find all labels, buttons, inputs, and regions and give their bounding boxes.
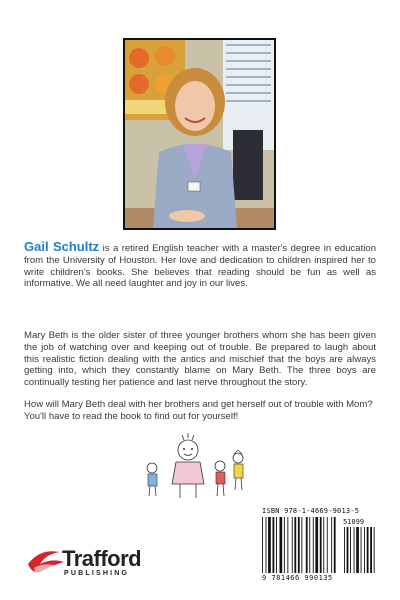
- barcode-bar: [370, 527, 372, 573]
- barcode-bar: [344, 527, 345, 573]
- barcode-bars: [258, 505, 378, 585]
- barcode-bar: [273, 517, 275, 573]
- barcode-bar: [320, 517, 322, 573]
- isbn-barcode: [258, 505, 378, 585]
- isbn-label: ISBN 978-1-4669-9013-5: [262, 507, 360, 515]
- barcode-bar: [294, 517, 296, 573]
- barcode-bar: [262, 517, 263, 573]
- barcode-bar: [364, 527, 365, 573]
- barcode-bar: [268, 517, 271, 573]
- author-bio: [24, 241, 376, 290]
- barcode-bar: [367, 527, 369, 573]
- barcode-bar: [323, 517, 324, 573]
- barcode-bar: [331, 517, 332, 573]
- barcode-bar: [313, 517, 314, 573]
- barcode-bar: [334, 517, 336, 573]
- boy-figure-middle: [215, 461, 225, 496]
- barcode-bar: [356, 527, 359, 573]
- barcode-bar: [350, 527, 351, 573]
- girl-figure: [172, 433, 204, 498]
- author-bio-text: is a retired English teacher with a master's degree in education from the University of Houston. Her love and dedication to children inspired her to write children's books. She believes that reading should be fun as well as informative. We all need laughter and joy in our lives.: [24, 243, 376, 290]
- author-name: Gail Schultz: [24, 239, 100, 254]
- author-photo: [123, 38, 276, 230]
- barcode-bar: [309, 517, 310, 573]
- barcode-digits: 9 781466 990135: [262, 574, 333, 582]
- barcode-bar: [361, 527, 362, 573]
- barcode-bar: [354, 527, 355, 573]
- barcode-bar: [266, 517, 267, 573]
- barcode-bar: [287, 517, 288, 573]
- publisher-name: Trafford: [62, 546, 142, 571]
- barcode-bar: [301, 517, 302, 573]
- price-code: 51099: [343, 518, 365, 526]
- boy-figure-left: [147, 463, 157, 496]
- synopsis-paragraph-2: How will Mary Beth deal with her brothers and get herself out of trouble with Mom? You'll have to read the book to find out for yourself!: [24, 399, 373, 422]
- synopsis-paragraph-1: Mary Beth is the older sister of three younger brothers whom she has been given the job of watching over and keeping out of trouble. Be prepared to laugh about this realistic fiction dealing with the antics and mischief that the boys are always getting into, which they constantly blame on Mary Beth. The three boys are continually testing her patience and last nerve throughout the story.: [24, 330, 376, 389]
- barcode-bar: [276, 517, 277, 573]
- barcode-bar: [374, 527, 375, 573]
- barcode-bar: [315, 517, 318, 573]
- children-illustration: [140, 432, 255, 512]
- barcode-bar: [306, 517, 308, 573]
- barcode-bar: [327, 517, 328, 573]
- barcode-bar: [292, 517, 293, 573]
- barcode-bar: [347, 527, 349, 573]
- barcode-bar: [298, 517, 300, 573]
- barcode-bar: [284, 517, 285, 573]
- boy-figure-right: [233, 450, 243, 490]
- barcode-bar: [280, 517, 283, 573]
- publisher-tagline: PUBLISHING: [64, 570, 130, 577]
- author-photo-illustration: [125, 40, 274, 228]
